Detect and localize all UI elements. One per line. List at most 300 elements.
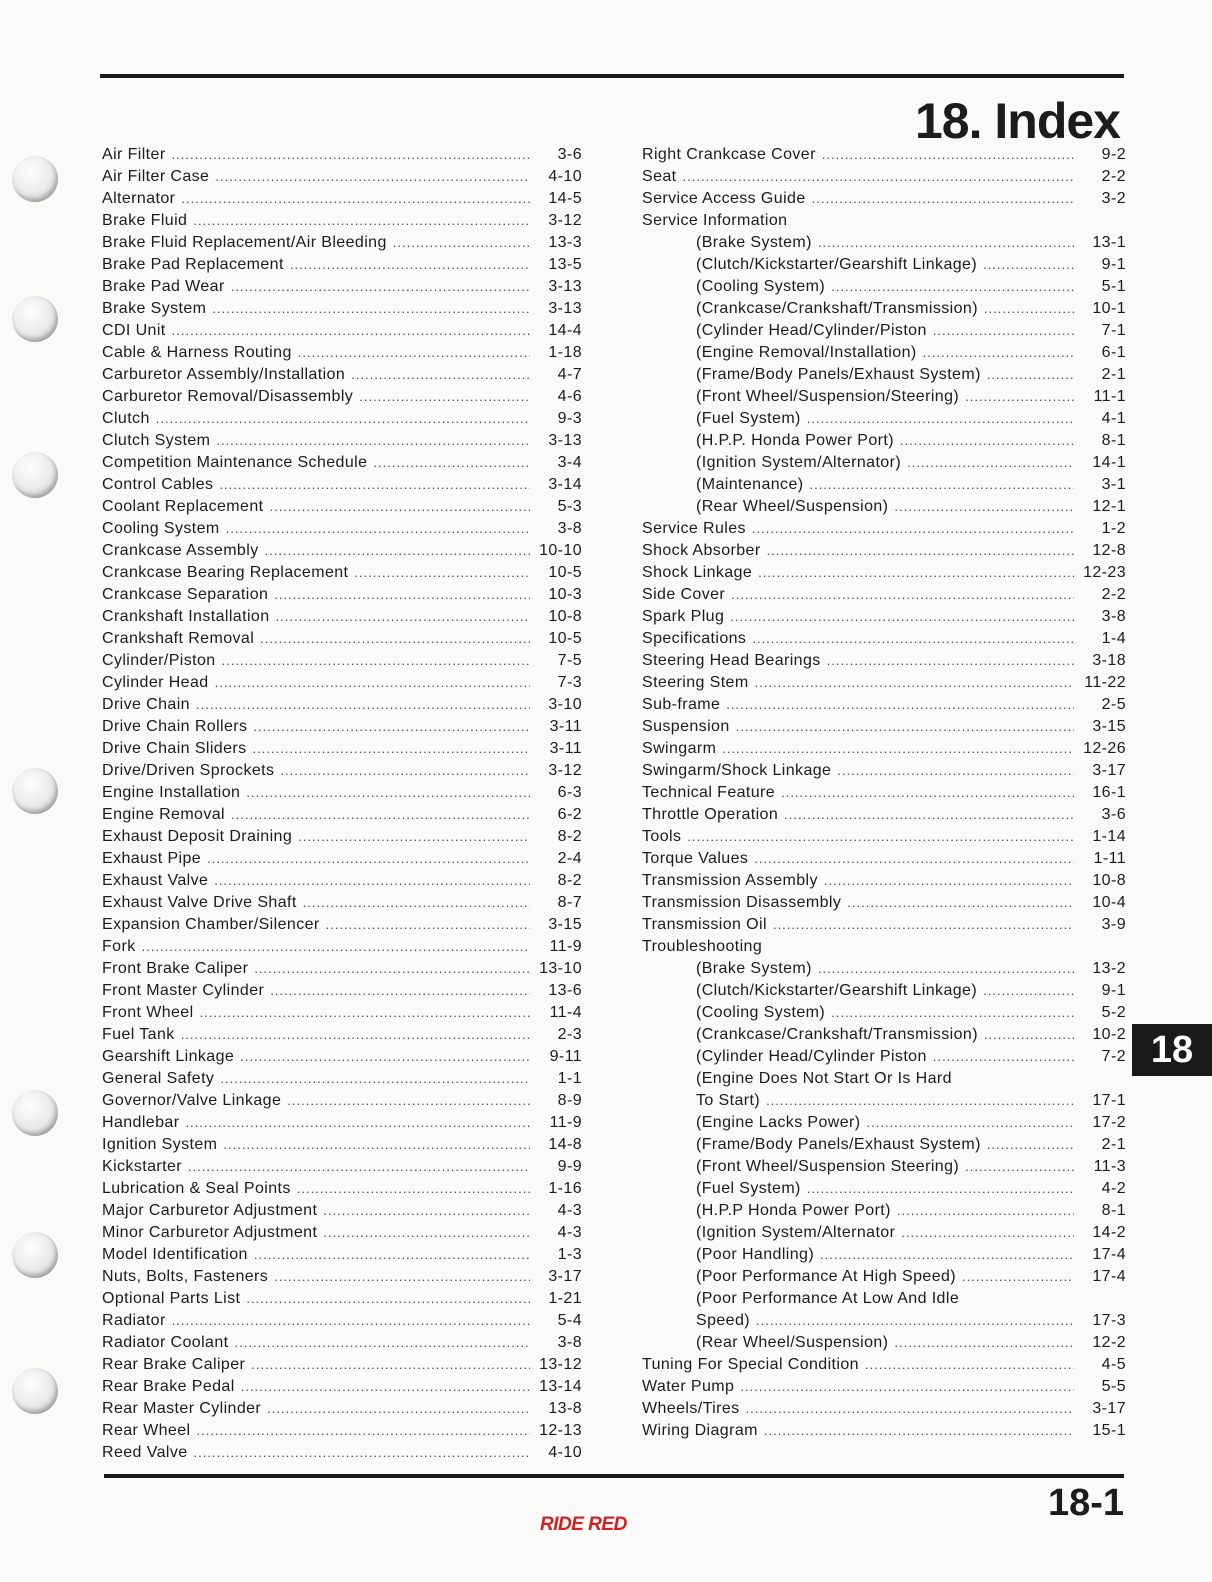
index-entry-name: Lubrication & Seal Points [102, 1180, 291, 1197]
index-entry [102, 364, 582, 386]
index-entry-page: 14-4 [548, 322, 582, 339]
index-entry [102, 694, 582, 716]
index-entry-page: 7-1 [1101, 322, 1126, 339]
index-entry-name: Cylinder Head [102, 674, 209, 691]
leader-dots [253, 738, 530, 760]
leader-dots [181, 188, 530, 210]
index-entry-page: 2-2 [1101, 586, 1126, 603]
index-entry-name: Transmission Oil [642, 916, 767, 933]
index-entry [102, 1244, 582, 1266]
index-entry [642, 606, 1126, 628]
leader-dots [215, 672, 530, 694]
leader-dots [722, 738, 1074, 760]
index-entry-name: Exhaust Valve Drive Shaft [102, 894, 297, 911]
index-entry [642, 914, 1126, 936]
index-entry-name: Air Filter Case [102, 168, 210, 185]
index-entry [642, 628, 1126, 650]
index-entry-name: General Safety [102, 1070, 215, 1087]
index-entry-name: Expansion Chamber/Silencer [102, 916, 320, 933]
index-entry-name: Transmission Disassembly [642, 894, 842, 911]
leader-dots [393, 232, 530, 254]
leader-dots [867, 1112, 1074, 1134]
index-entry [102, 1442, 582, 1464]
index-entry-page: 3-8 [1101, 608, 1126, 625]
index-entry-page: 13-3 [548, 234, 582, 251]
index-entry-page: 17-3 [1092, 1312, 1126, 1329]
index-entry [102, 1068, 582, 1090]
index-entry-page: 2-4 [557, 850, 582, 867]
index-entry-page: 8-9 [557, 1092, 582, 1109]
index-entry-page: 9-11 [549, 1048, 582, 1065]
index-entry [642, 1354, 1126, 1376]
index-entry-name: Steering Stem [642, 674, 749, 691]
leader-dots [246, 782, 530, 804]
index-entry-name: (Brake System) [696, 234, 812, 251]
leader-dots [731, 584, 1074, 606]
index-entry-name: (Maintenance) [696, 476, 804, 493]
leader-dots [265, 540, 530, 562]
index-entry-page: 13-10 [539, 960, 582, 977]
index-entry-name: (Poor Performance At Low And Idle [696, 1290, 960, 1307]
index-entry [102, 276, 582, 298]
index-entry-page: 10-2 [1092, 1026, 1126, 1043]
index-entry [642, 1178, 1126, 1200]
index-entry-name: Crankcase Assembly [102, 542, 259, 559]
index-entry [102, 826, 582, 848]
index-entry [102, 320, 582, 342]
index-entry-page: 4-3 [557, 1202, 582, 1219]
index-entry [102, 716, 582, 738]
index-entry-page: 8-1 [1101, 1202, 1126, 1219]
index-entry-name: Radiator [102, 1312, 166, 1329]
index-entry-name: Exhaust Pipe [102, 850, 202, 867]
index-entry-name: Competition Maintenance Schedule [102, 454, 368, 471]
leader-dots [253, 716, 530, 738]
index-entry-name: Right Crankcase Cover [642, 146, 816, 163]
index-entry-page: 3-6 [1101, 806, 1126, 823]
index-entry [102, 540, 582, 562]
index-entry-name: Alternator [102, 190, 176, 207]
leader-dots [983, 980, 1074, 1002]
index-entry-page: 9-1 [1101, 982, 1126, 999]
index-entry-page: 17-1 [1092, 1092, 1126, 1109]
index-entry [102, 166, 582, 188]
leader-dots [807, 408, 1074, 430]
index-entry [102, 1354, 582, 1376]
index-entry [642, 474, 1126, 496]
index-entry-page: 2-1 [1101, 366, 1126, 383]
index-entry [102, 628, 582, 650]
index-entry-name: Drive Chain Sliders [102, 740, 247, 757]
index-entry [642, 496, 1126, 518]
leader-dots [756, 1310, 1074, 1332]
index-entry [102, 1222, 582, 1244]
index-entry-name: Seat [642, 168, 677, 185]
index-entry-page: 6-1 [1101, 344, 1126, 361]
index-entry-page: 12-2 [1092, 1334, 1126, 1351]
index-entry [642, 738, 1126, 760]
leader-dots [254, 958, 530, 980]
leader-dots [781, 782, 1074, 804]
index-entry [102, 1266, 582, 1288]
index-entry-page: 14-2 [1092, 1224, 1126, 1241]
index-entry-name: To Start) [696, 1092, 761, 1109]
index-entry-page: 3-17 [548, 1268, 582, 1285]
index-entry-name: (Rear Wheel/Suspension) [696, 498, 889, 515]
index-entry [102, 870, 582, 892]
index-entry [102, 1134, 582, 1156]
leader-dots [820, 1244, 1074, 1266]
index-entry [102, 936, 582, 958]
index-entry-page: 10-4 [1092, 894, 1126, 911]
index-entry-page: 1-18 [548, 344, 582, 361]
index-entry [642, 1090, 1126, 1112]
index-entry-name: Rear Brake Caliper [102, 1356, 246, 1373]
top-rule [100, 74, 1124, 78]
index-entry-page: 14-8 [548, 1136, 582, 1153]
index-entry [642, 430, 1126, 452]
index-entry [102, 254, 582, 276]
leader-dots [736, 716, 1074, 738]
index-entry-page: 9-1 [1101, 256, 1126, 273]
leader-dots [254, 1244, 530, 1266]
index-entry [642, 1134, 1126, 1156]
index-entry-name: Clutch System [102, 432, 211, 449]
leader-dots [298, 826, 530, 848]
index-entry-name: Cylinder/Piston [102, 652, 216, 669]
binder-hole [12, 1368, 58, 1414]
index-entry-name: Crankshaft Removal [102, 630, 255, 647]
index-entry-name: (H.P.P. Honda Power Port) [696, 432, 894, 449]
index-entry [102, 804, 582, 826]
index-entry [642, 320, 1126, 342]
index-entry [102, 650, 582, 672]
leader-dots [287, 1090, 530, 1112]
leader-dots [901, 1222, 1074, 1244]
index-entry-page: 11-4 [549, 1004, 582, 1021]
leader-dots [683, 166, 1074, 188]
index-entry-page: 8-2 [557, 828, 582, 845]
section-tab: 18 [1132, 1024, 1212, 1076]
index-column-right [642, 144, 1126, 1442]
index-entry [642, 1310, 1126, 1332]
index-entry-name: Rear Wheel [102, 1422, 191, 1439]
leader-dots [923, 342, 1074, 364]
index-entry-page: 5-4 [557, 1312, 582, 1329]
index-entry [102, 606, 582, 628]
index-entry-name: Steering Head Bearings [642, 652, 821, 669]
index-entry-page: 7-2 [1101, 1048, 1126, 1065]
index-entry-page: 15-1 [1092, 1422, 1126, 1439]
index-entry-name: Nuts, Bolts, Fasteners [102, 1268, 269, 1285]
leader-dots [226, 518, 530, 540]
index-entry-page: 5-3 [557, 498, 582, 515]
index-entry-name: Drive Chain [102, 696, 190, 713]
index-entry-page: 4-5 [1101, 1356, 1126, 1373]
index-entry [102, 914, 582, 936]
index-entry-name: (Crankcase/Crankshaft/Transmission) [696, 1026, 978, 1043]
index-entry [642, 760, 1126, 782]
index-entry-name: Sub-frame [642, 696, 721, 713]
leader-dots [831, 276, 1074, 298]
index-entry-name: Air Filter [102, 146, 166, 163]
index-entry-name: (Cylinder Head/Cylinder/Piston [696, 322, 927, 339]
index-entry-name: (Engine Removal/Installation) [696, 344, 917, 361]
index-entry-page: 4-6 [557, 388, 582, 405]
index-entry-name: Exhaust Valve [102, 872, 209, 889]
index-entry [642, 1156, 1126, 1178]
index-entry-page: 2-1 [1101, 1136, 1126, 1153]
index-entry-name: Engine Installation [102, 784, 241, 801]
index-entry-page: 14-1 [1092, 454, 1126, 471]
index-entry-name: (Frame/Body Panels/Exhaust System) [696, 366, 981, 383]
index-entry-name: (Poor Handling) [696, 1246, 815, 1263]
index-entry [642, 298, 1126, 320]
index-entry [102, 1332, 582, 1354]
leader-dots [200, 1002, 530, 1024]
index-entry-page: 3-1 [1101, 476, 1126, 493]
index-entry [642, 1200, 1126, 1222]
index-entry [102, 474, 582, 496]
index-entry-name: (Cooling System) [696, 278, 826, 295]
leader-dots [276, 606, 530, 628]
index-entry-name: Brake Fluid Replacement/Air Bleeding [102, 234, 387, 251]
index-entry-page: 9-9 [557, 1158, 582, 1175]
index-entry [102, 496, 582, 518]
index-entry [102, 1046, 582, 1068]
index-entry-name: Brake Fluid [102, 212, 188, 229]
index-entry [642, 188, 1126, 210]
leader-dots [260, 628, 530, 650]
index-entry-name: Gearshift Linkage [102, 1048, 235, 1065]
leader-dots [231, 804, 530, 826]
leader-dots [900, 430, 1074, 452]
index-entry-page: 6-3 [557, 784, 582, 801]
index-entry [642, 672, 1126, 694]
index-entry-name: Optional Parts List [102, 1290, 241, 1307]
leader-dots [241, 1376, 530, 1398]
leader-dots [193, 210, 530, 232]
index-entry [102, 1398, 582, 1420]
index-entry [642, 1266, 1126, 1288]
index-entry [642, 804, 1126, 826]
index-entry-page: 1-1 [557, 1070, 582, 1087]
index-entry-page: 13-12 [539, 1356, 582, 1373]
leader-dots [215, 166, 530, 188]
index-entry-name: Radiator Coolant [102, 1334, 229, 1351]
index-entry-name: Technical Feature [642, 784, 776, 801]
binder-hole [12, 452, 58, 498]
leader-dots [984, 298, 1074, 320]
binder-hole [12, 768, 58, 814]
index-entry-page: 3-2 [1101, 190, 1126, 207]
index-entry [102, 1178, 582, 1200]
index-entry-page: 9-2 [1101, 146, 1126, 163]
leader-dots [897, 1200, 1074, 1222]
index-entry [102, 848, 582, 870]
index-entry [102, 738, 582, 760]
index-entry [102, 584, 582, 606]
index-entry [102, 1376, 582, 1398]
index-entry [642, 562, 1126, 584]
index-entry [642, 958, 1126, 980]
leader-dots [214, 870, 530, 892]
index-entry-name: Service Rules [642, 520, 746, 537]
leader-dots [746, 1398, 1074, 1420]
index-entry-name: Specifications [642, 630, 747, 647]
index-entry-name: Spark Plug [642, 608, 725, 625]
index-entry-page: 9-3 [557, 410, 582, 427]
index-entry-name: Front Master Cylinder [102, 982, 265, 999]
index-entry [102, 1288, 582, 1310]
leader-dots [219, 474, 530, 496]
index-entry-page: 3-18 [1092, 652, 1126, 669]
index-entry [642, 1002, 1126, 1024]
index-entry [642, 584, 1126, 606]
leader-dots [196, 1420, 530, 1442]
index-entry-page: 11-9 [549, 1114, 582, 1131]
index-entry-page: 3-8 [557, 520, 582, 537]
leader-dots [181, 1024, 530, 1046]
leader-dots [156, 408, 530, 430]
index-entry [642, 650, 1126, 672]
page-number: 18-1 [1047, 1482, 1124, 1524]
index-entry-name: (Front Wheel/Suspension Steering) [696, 1158, 960, 1175]
index-entry [102, 562, 582, 584]
index-entry-page: 2-3 [557, 1026, 582, 1043]
index-entry-name: (Ignition System/Alternator) [696, 454, 902, 471]
index-entry-name: Fork [102, 938, 136, 955]
index-entry-page: 3-12 [548, 762, 582, 779]
bottom-rule [104, 1474, 1124, 1478]
index-entry-page: 12-26 [1083, 740, 1126, 757]
index-entry [642, 716, 1126, 738]
index-entry-name: Drive/Driven Sprockets [102, 762, 275, 779]
leader-dots [185, 1112, 530, 1134]
leader-dots [267, 1398, 530, 1420]
leader-dots [246, 1288, 530, 1310]
index-entry-page: 1-14 [1092, 828, 1126, 845]
index-entry-name: (Frame/Body Panels/Exhaust System) [696, 1136, 981, 1153]
leader-dots [274, 584, 530, 606]
index-entry-page: 1-11 [1093, 850, 1126, 867]
index-entry-page: 3-10 [548, 696, 582, 713]
index-entry-page: 13-14 [539, 1378, 582, 1395]
index-entry [102, 232, 582, 254]
leader-dots [894, 496, 1074, 518]
index-entry-name: (Cooling System) [696, 1004, 826, 1021]
index-entry [642, 1376, 1126, 1398]
index-entry [642, 1244, 1126, 1266]
leader-dots [740, 1376, 1074, 1398]
index-entry [102, 386, 582, 408]
index-entry-name: Fuel Tank [102, 1026, 175, 1043]
index-entry-name: (Poor Performance At High Speed) [696, 1268, 957, 1285]
leader-dots [234, 1332, 530, 1354]
index-entry [102, 430, 582, 452]
index-entry-name: Torque Values [642, 850, 749, 867]
index-entry-name: (Ignition System/Alternator [696, 1224, 896, 1241]
leader-dots [373, 452, 530, 474]
index-entry-page: 3-17 [1092, 762, 1126, 779]
index-entry-page: 3-11 [549, 740, 582, 757]
leader-dots [865, 1354, 1074, 1376]
index-entry-page: 17-2 [1092, 1114, 1126, 1131]
index-entry-page: 8-1 [1101, 432, 1126, 449]
index-entry-page: 11-22 [1084, 674, 1126, 691]
index-entry-name: Minor Carburetor Adjustment [102, 1224, 318, 1241]
index-entry [642, 1068, 1126, 1090]
index-entry-page: 3-15 [548, 916, 582, 933]
leader-dots [812, 188, 1074, 210]
index-entry-page: 12-8 [1092, 542, 1126, 559]
index-entry-name: (Clutch/Kickstarter/Gearshift Linkage) [696, 982, 978, 999]
leader-dots [965, 1156, 1074, 1178]
leader-dots [212, 298, 530, 320]
leader-dots [726, 694, 1074, 716]
index-entry [642, 1112, 1126, 1134]
leader-dots [984, 1024, 1074, 1046]
index-entry-page: 1-3 [557, 1246, 582, 1263]
leader-dots [818, 232, 1074, 254]
index-entry [642, 1288, 1126, 1310]
leader-dots [269, 496, 530, 518]
leader-dots [758, 562, 1074, 584]
index-entry-name: Crankcase Separation [102, 586, 269, 603]
index-entry [102, 452, 582, 474]
index-entry-name: Side Cover [642, 586, 726, 603]
index-entry [642, 408, 1126, 430]
leader-dots [142, 936, 530, 958]
index-entry-name: Carburetor Assembly/Installation [102, 366, 346, 383]
leader-dots [231, 276, 530, 298]
index-entry-name: Tools [642, 828, 682, 845]
leader-dots [987, 1134, 1074, 1156]
index-entry-name: Crankcase Bearing Replacement [102, 564, 349, 581]
index-entry-page: 3-15 [1092, 718, 1126, 735]
index-entry-name: Clutch [102, 410, 150, 427]
index-entry [642, 1420, 1126, 1442]
index-entry-page: 3-9 [1101, 916, 1126, 933]
index-entry-page: 3-11 [549, 718, 582, 735]
binder-hole [12, 1232, 58, 1278]
index-entry-name: Cooling System [102, 520, 220, 537]
index-entry-name: (Engine Does Not Start Or Is Hard [696, 1070, 952, 1087]
index-entry-page: 4-10 [548, 168, 582, 185]
leader-dots [752, 518, 1074, 540]
binder-hole [12, 1090, 58, 1136]
leader-dots [831, 1002, 1074, 1024]
index-entry-name: (Engine Lacks Power) [696, 1114, 861, 1131]
index-entry [102, 210, 582, 232]
leader-dots [766, 1090, 1074, 1112]
index-entry-page: 10-3 [548, 586, 582, 603]
leader-dots [847, 892, 1074, 914]
index-entry-name: Water Pump [642, 1378, 735, 1395]
index-entry-name: (Front Wheel/Suspension/Steering) [696, 388, 960, 405]
index-entry-page: 5-5 [1101, 1378, 1126, 1395]
index-entry [642, 1222, 1126, 1244]
leader-dots [752, 628, 1074, 650]
index-entry-name: Wheels/Tires [642, 1400, 740, 1417]
leader-dots [172, 320, 530, 342]
index-entry-page: 3-4 [557, 454, 582, 471]
index-entry-page: 10-8 [1092, 872, 1126, 889]
index-entry [642, 342, 1126, 364]
index-entry-page: 11-1 [1093, 388, 1126, 405]
leader-dots [354, 562, 530, 584]
index-entry-name: (Crankcase/Crankshaft/Transmission) [696, 300, 978, 317]
